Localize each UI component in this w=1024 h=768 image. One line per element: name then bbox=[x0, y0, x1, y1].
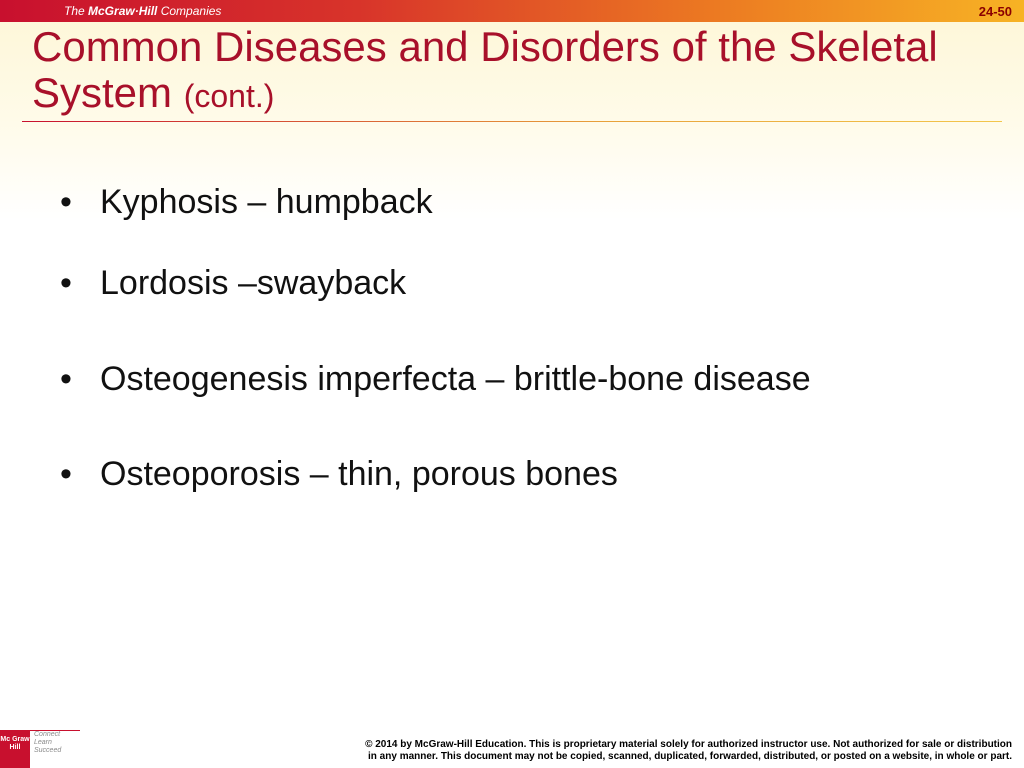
title-main: Common Diseases and Disorders of the Skeletal System bbox=[32, 23, 938, 116]
mcgraw-hill-logo: The McGraw·Hill Companies bbox=[64, 4, 222, 18]
header-bar bbox=[0, 0, 1024, 22]
copyright-notice bbox=[292, 739, 1012, 763]
mcgraw-hill-footer-logo: Mc Graw Hill bbox=[0, 730, 30, 768]
bullet-item: • Osteogenesis imperfecta – brittle-bone disease bbox=[60, 360, 811, 398]
title-suffix: (cont.) bbox=[183, 78, 275, 114]
bullet-item: • Kyphosis – humpback bbox=[60, 183, 433, 221]
bullet-item: • Osteoporosis – thin, porous bones bbox=[60, 455, 618, 493]
slide-title bbox=[32, 24, 992, 119]
slide-number: 24-50 bbox=[978, 4, 1012, 19]
bullet-item: • Lordosis –swayback bbox=[60, 264, 407, 302]
title-divider bbox=[22, 121, 1002, 122]
footer-tagline: Connect Learn Succeed bbox=[34, 731, 62, 754]
copyright-line-1: © 2014 by McGraw-Hill Education. This is proprietary material solely for authorized instructor use. Not authorized for sale or distribution bbox=[365, 739, 1012, 750]
copyright-line-2: in any manner. This document may not be copied, scanned, duplicated, forwarded, distributed, or posted on a website, in whole or part. bbox=[368, 751, 1012, 762]
